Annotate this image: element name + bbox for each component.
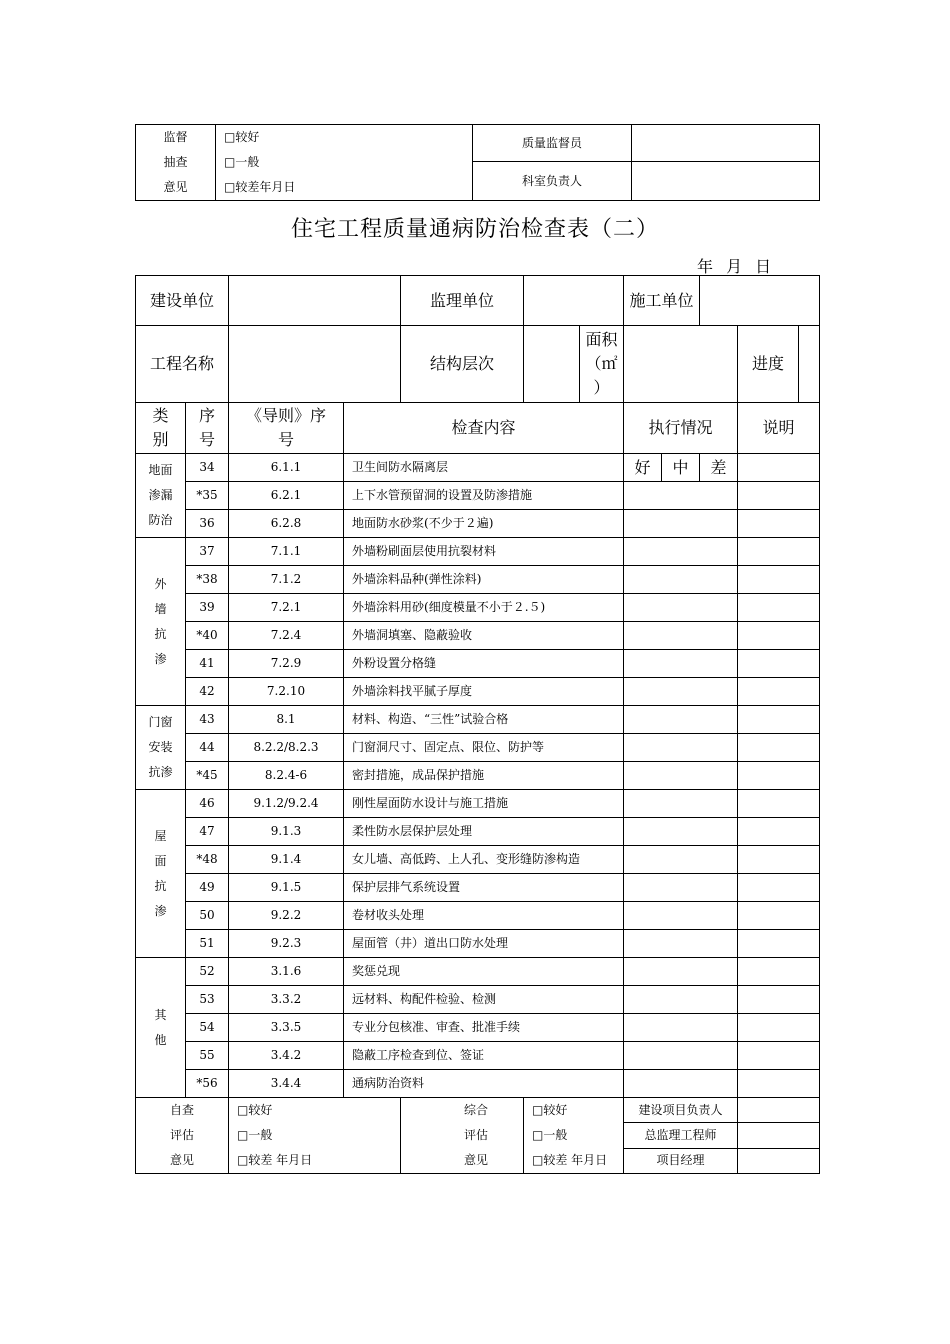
row-execution[interactable]	[624, 762, 738, 790]
row-execution[interactable]	[624, 706, 738, 734]
row-guide: 6.2.8	[229, 510, 344, 538]
row-content: 外墙洞填塞、隐蔽验收	[344, 622, 624, 650]
row-note[interactable]	[738, 790, 820, 818]
overall-assessment-options	[524, 1098, 624, 1174]
row-seq: 41	[186, 650, 229, 678]
row-content: 刚性屋面防水设计与施工措施	[344, 790, 624, 818]
progress-field[interactable]	[799, 326, 820, 402]
category-line: 面	[154, 853, 167, 868]
row-guide: 7.1.1	[229, 538, 344, 566]
supervision-option-good[interactable]: □较好	[224, 130, 260, 144]
category-line: 抗渗	[148, 765, 173, 779]
area-label	[580, 326, 624, 402]
row-execution[interactable]	[624, 510, 738, 538]
row-execution[interactable]	[624, 902, 738, 930]
col-category-line: 别	[152, 430, 169, 449]
row-content: 隐蔽工序检查到位、签证	[344, 1042, 624, 1070]
inspection-table	[135, 275, 820, 1174]
construction-unit-field[interactable]	[229, 276, 401, 326]
row-seq: 46	[186, 790, 229, 818]
row-seq: *38	[186, 566, 229, 594]
row-guide: 9.1.5	[229, 874, 344, 902]
area-label-line: （㎡	[585, 354, 618, 373]
row-content: 奖惩兑现	[344, 958, 624, 986]
row-content: 卫生间防水隔离层	[344, 454, 624, 482]
signer-project-manager-field[interactable]	[738, 1148, 820, 1173]
category-doors-windows	[136, 706, 186, 790]
row-note[interactable]	[738, 454, 820, 482]
structure-floors-label: 结构层次	[401, 326, 524, 403]
row-note[interactable]	[738, 846, 820, 874]
supervision-options	[216, 125, 473, 201]
row-seq: 55	[186, 1042, 229, 1070]
row-seq: *48	[186, 846, 229, 874]
row-note[interactable]	[738, 1014, 820, 1042]
row-execution[interactable]	[624, 482, 738, 510]
row-execution[interactable]	[624, 874, 738, 902]
row-note[interactable]	[738, 874, 820, 902]
category-roof	[136, 790, 186, 958]
row-seq: 43	[186, 706, 229, 734]
signer-chief-supervisor: 总监理工程师	[624, 1123, 738, 1148]
row-content: 密封措施，成品保护措施	[344, 762, 624, 790]
rating-poor-header: 差	[700, 454, 738, 482]
row-note[interactable]	[738, 930, 820, 958]
row-execution[interactable]	[624, 1014, 738, 1042]
progress-split	[738, 326, 819, 402]
row-note[interactable]	[738, 762, 820, 790]
row-seq: 39	[186, 594, 229, 622]
row-seq: *35	[186, 482, 229, 510]
row-seq: 52	[186, 958, 229, 986]
row-guide: 7.2.1	[229, 594, 344, 622]
contractor-unit-label: 施工单位	[624, 276, 700, 326]
row-content: 外墙涂料品种(弹性涂料)	[344, 566, 624, 594]
row-guide: 8.1	[229, 706, 344, 734]
row-content: 外墙粉刷面层使用抗裂材料	[344, 538, 624, 566]
row-seq: *40	[186, 622, 229, 650]
col-category	[136, 403, 186, 454]
row-execution[interactable]	[624, 1070, 738, 1098]
row-execution[interactable]	[624, 958, 738, 986]
overall-assessment-label: 意见	[464, 1153, 489, 1167]
row-content: 女儿墙、高低跨、上人孔、变形缝防渗构造	[344, 846, 624, 874]
row-note[interactable]	[738, 958, 820, 986]
signer-project-manager: 项目经理	[624, 1148, 738, 1173]
row-execution[interactable]	[624, 566, 738, 594]
row-guide: 3.3.5	[229, 1014, 344, 1042]
col-content: 检查内容	[344, 403, 624, 454]
row-guide: 7.2.10	[229, 678, 344, 706]
contractor-unit-field[interactable]	[700, 276, 820, 326]
row-note[interactable]	[738, 566, 820, 594]
row-guide: 9.1.3	[229, 818, 344, 846]
self-assessment-label: 评估	[170, 1128, 195, 1142]
row-note[interactable]	[738, 1042, 820, 1070]
category-line: 安装	[148, 740, 173, 754]
row-content: 上下水管预留洞的设置及防渗措施	[344, 482, 624, 510]
section-head-label: 科室负责人	[473, 162, 632, 201]
signer-chief-supervisor-field[interactable]	[738, 1123, 820, 1148]
progress-cell	[738, 326, 820, 403]
row-execution[interactable]	[624, 1042, 738, 1070]
row-seq: 50	[186, 902, 229, 930]
row-note[interactable]	[738, 902, 820, 930]
row-guide: 3.4.4	[229, 1070, 344, 1098]
structure-area-cell	[524, 326, 624, 403]
category-line: 抗	[154, 878, 167, 893]
structure-area-split	[524, 326, 623, 402]
row-guide: 9.1.4	[229, 846, 344, 874]
quality-supervisor-label: 质量监督员	[473, 125, 632, 162]
row-seq: 54	[186, 1014, 229, 1042]
row-seq: 53	[186, 986, 229, 1014]
area-label-line: 面积	[585, 330, 618, 349]
row-content: 外墙涂料用砂(细度模量不小于２.５)	[344, 594, 624, 622]
row-execution[interactable]	[624, 538, 738, 566]
structure-floors-field[interactable]	[524, 326, 580, 402]
self-option-good[interactable]: □较好	[237, 1103, 273, 1117]
row-guide: 8.2.2/8.2.3	[229, 734, 344, 762]
row-seq: 34	[186, 454, 229, 482]
supervision-labels	[136, 125, 216, 201]
row-note[interactable]	[738, 1070, 820, 1098]
self-assessment-labels	[136, 1098, 229, 1174]
quality-supervisor-field[interactable]	[632, 125, 820, 162]
row-execution[interactable]	[624, 678, 738, 706]
self-option-poor[interactable]: □较差 年月日	[237, 1153, 313, 1167]
category-line: 其	[154, 1007, 167, 1022]
self-assessment-label: 自查	[170, 1103, 195, 1117]
row-note[interactable]	[738, 678, 820, 706]
overall-option-poor[interactable]: □较差 年月日	[532, 1153, 608, 1167]
row-note[interactable]	[738, 706, 820, 734]
row-content: 柔性防水层保护层处理	[344, 818, 624, 846]
category-line: 渗漏	[148, 488, 173, 502]
row-content: 外墙涂料找平腻子厚度	[344, 678, 624, 706]
row-guide: 7.1.2	[229, 566, 344, 594]
row-note[interactable]	[738, 538, 820, 566]
date-line: 年 月 日	[697, 257, 776, 276]
category-line: 墙	[154, 601, 167, 616]
row-guide: 9.2.2	[229, 902, 344, 930]
rating-good-header: 好	[624, 454, 662, 482]
row-note[interactable]	[738, 482, 820, 510]
row-execution[interactable]	[624, 650, 738, 678]
row-guide: 8.2.4-6	[229, 762, 344, 790]
col-seq-line: 序	[199, 406, 216, 425]
row-content: 屋面管（井）道出口防水处理	[344, 930, 624, 958]
category-line: 渗	[154, 903, 167, 918]
row-note[interactable]	[738, 734, 820, 762]
row-note[interactable]	[738, 510, 820, 538]
col-guide-seq-line: 号	[278, 430, 295, 449]
supervision-unit-label: 监理单位	[401, 276, 524, 326]
row-guide: 3.4.2	[229, 1042, 344, 1070]
row-guide: 6.1.1	[229, 454, 344, 482]
section-head-field[interactable]	[632, 162, 820, 201]
row-guide: 3.3.2	[229, 986, 344, 1014]
project-name-label: 工程名称	[136, 326, 229, 403]
row-guide: 7.2.4	[229, 622, 344, 650]
self-option-average[interactable]: □一般	[237, 1128, 273, 1142]
row-note[interactable]	[738, 622, 820, 650]
col-execution: 执行情况	[624, 403, 738, 454]
row-guide: 3.1.6	[229, 958, 344, 986]
supervision-option-average[interactable]: □一般	[224, 155, 260, 169]
row-seq: *45	[186, 762, 229, 790]
signer-project-owner: 建设项目负责人	[624, 1098, 738, 1123]
row-execution[interactable]	[624, 622, 738, 650]
row-content: 专业分包核准、审查、批准手续	[344, 1014, 624, 1042]
self-assessment-label: 意见	[170, 1153, 195, 1167]
overall-assessment-label: 评估	[464, 1128, 489, 1142]
supervision-label: 抽查	[163, 155, 188, 169]
supervision-label: 监督	[163, 130, 188, 144]
row-content: 外粉设置分格缝	[344, 650, 624, 678]
row-seq: 51	[186, 930, 229, 958]
overall-option-average[interactable]: □一般	[532, 1128, 568, 1142]
category-floor	[136, 454, 186, 538]
row-content: 保护层排气系统设置	[344, 874, 624, 902]
row-content: 门窗洞尺寸、固定点、限位、防护等	[344, 734, 624, 762]
row-content: 远材料、构配件检验、检测	[344, 986, 624, 1014]
row-seq: 44	[186, 734, 229, 762]
signer-project-owner-field[interactable]	[738, 1098, 820, 1123]
row-seq: *56	[186, 1070, 229, 1098]
category-other	[136, 958, 186, 1098]
overall-assessment-label: 综合	[464, 1103, 489, 1117]
supervision-option-poor[interactable]: □较差年月日	[224, 180, 296, 194]
category-line: 他	[154, 1032, 167, 1047]
row-execution[interactable]	[624, 930, 738, 958]
col-guide-seq	[229, 403, 344, 454]
col-guide-seq-line: 《导则》序	[246, 406, 327, 425]
overall-assessment-labels	[401, 1098, 524, 1174]
page-title: 住宅工程质量通病防治检查表（二）	[290, 217, 659, 242]
row-seq: 47	[186, 818, 229, 846]
category-exterior-wall	[136, 538, 186, 706]
supervision-label: 意见	[163, 180, 188, 194]
row-execution[interactable]	[624, 986, 738, 1014]
progress-label: 进度	[738, 326, 799, 402]
row-content: 地面防水砂浆(不少于２遍)	[344, 510, 624, 538]
row-content: 卷材收头处理	[344, 902, 624, 930]
col-category-line: 类	[152, 406, 169, 425]
row-guide: 7.2.9	[229, 650, 344, 678]
col-seq	[186, 403, 229, 454]
category-line: 防治	[148, 513, 173, 527]
row-note[interactable]	[738, 594, 820, 622]
row-execution[interactable]	[624, 594, 738, 622]
project-name-field[interactable]	[229, 326, 401, 403]
category-line: 地面	[148, 463, 173, 477]
area-field[interactable]	[624, 326, 738, 403]
row-execution[interactable]	[624, 734, 738, 762]
col-note: 说明	[738, 403, 820, 454]
category-line: 屋	[154, 828, 167, 843]
category-line: 抗	[154, 626, 167, 641]
row-note[interactable]	[738, 818, 820, 846]
row-guide: 9.2.3	[229, 930, 344, 958]
row-content: 通病防治资料	[344, 1070, 624, 1098]
row-seq: 37	[186, 538, 229, 566]
row-seq: 49	[186, 874, 229, 902]
row-execution[interactable]	[624, 846, 738, 874]
row-guide: 6.2.1	[229, 482, 344, 510]
col-seq-line: 号	[199, 430, 216, 449]
self-assessment-options	[229, 1098, 401, 1174]
category-line: 门窗	[148, 715, 173, 729]
row-guide: 9.1.2/9.2.4	[229, 790, 344, 818]
row-content: 材料、构造、“三性”试验合格	[344, 706, 624, 734]
category-line: 渗	[154, 651, 167, 666]
row-note[interactable]	[738, 650, 820, 678]
supervision-table	[135, 124, 820, 201]
area-label-line: ）	[593, 378, 610, 397]
rating-average-header: 中	[662, 454, 700, 482]
row-seq: 42	[186, 678, 229, 706]
row-seq: 36	[186, 510, 229, 538]
construction-unit-label: 建设单位	[136, 276, 229, 326]
category-line: 外	[154, 576, 167, 591]
overall-option-good[interactable]: □较好	[532, 1103, 568, 1117]
row-execution[interactable]	[624, 790, 738, 818]
row-note[interactable]	[738, 986, 820, 1014]
supervision-unit-field[interactable]	[524, 276, 624, 326]
row-execution[interactable]	[624, 818, 738, 846]
